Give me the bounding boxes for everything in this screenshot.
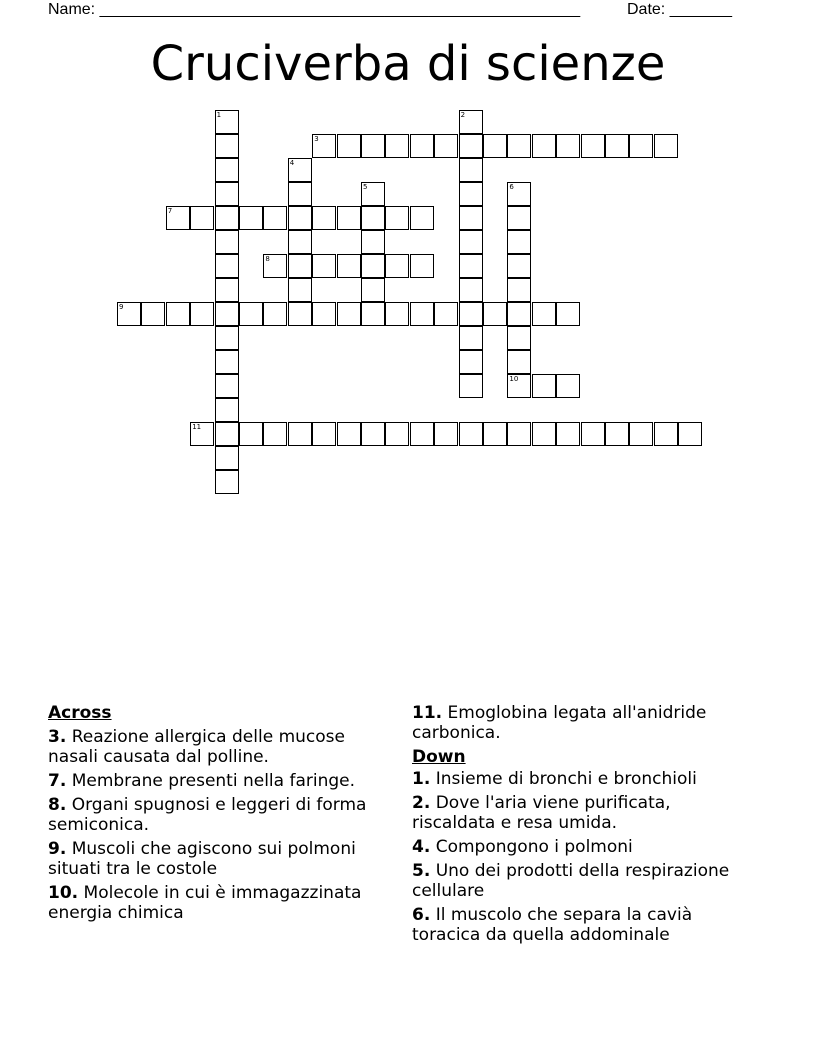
crossword-cell[interactable] — [483, 422, 507, 446]
crossword-cell[interactable] — [556, 422, 580, 446]
crossword-cell[interactable] — [361, 302, 385, 326]
down-clue-5: 5. Uno dei prodotti della respirazione cellulare — [412, 861, 730, 901]
crossword-cell[interactable] — [385, 422, 409, 446]
crossword-cell[interactable] — [288, 158, 312, 182]
crossword-cell[interactable] — [507, 182, 531, 206]
crossword-cell[interactable] — [629, 422, 653, 446]
crossword-cell[interactable] — [263, 206, 287, 230]
crossword-cell[interactable] — [215, 134, 239, 158]
crossword-cell[interactable] — [190, 206, 214, 230]
across-heading: Across — [48, 703, 112, 723]
crossword-cell[interactable] — [459, 254, 483, 278]
crossword-cell[interactable] — [361, 230, 385, 254]
crossword-cell[interactable] — [361, 206, 385, 230]
crossword-cell[interactable] — [410, 134, 434, 158]
crossword-cell[interactable] — [361, 134, 385, 158]
crossword-cell[interactable] — [410, 302, 434, 326]
clue-number: 10 — [509, 375, 519, 383]
crossword-cell[interactable] — [215, 206, 239, 230]
crossword-cell[interactable] — [459, 134, 483, 158]
crossword-cell[interactable] — [532, 302, 556, 326]
crossword-cell[interactable] — [385, 134, 409, 158]
crossword-cell[interactable] — [459, 110, 483, 134]
clue-number: 3 — [314, 135, 319, 143]
crossword-cell[interactable] — [507, 374, 531, 398]
crossword-cell[interactable] — [215, 422, 239, 446]
down-clue-6: 6. Il muscolo che separa la cavià toracica da quella addominale — [412, 905, 693, 945]
crossword-cell[interactable] — [166, 206, 190, 230]
down-clue-4: 4. Compongono i polmoni — [412, 837, 633, 857]
crossword-cell[interactable] — [459, 278, 483, 302]
crossword-cell[interactable] — [507, 134, 531, 158]
crossword-cell[interactable] — [434, 134, 458, 158]
crossword-cell[interactable] — [141, 302, 165, 326]
crossword-cell[interactable] — [483, 302, 507, 326]
page-title: Cruciverba di scienze — [150, 36, 666, 92]
crossword-cell[interactable] — [629, 134, 653, 158]
crossword-cell[interactable] — [215, 302, 239, 326]
crossword-cell[interactable] — [215, 278, 239, 302]
crossword-cell[interactable] — [654, 134, 678, 158]
crossword-cell[interactable] — [312, 302, 336, 326]
crossword-cell[interactable] — [410, 206, 434, 230]
clue-number: 1 — [216, 111, 222, 119]
crossword-cell[interactable] — [361, 278, 385, 302]
crossword-cell[interactable] — [532, 374, 556, 398]
crossword-cell[interactable] — [215, 182, 239, 206]
clue-number: 9 — [119, 303, 124, 311]
crossword-cell[interactable] — [581, 134, 605, 158]
clue-number: 4 — [289, 159, 295, 167]
crossword-cell[interactable] — [312, 134, 336, 158]
clue-number: 6 — [509, 183, 514, 191]
across-clue-9: 9. Muscoli che agiscono sui polmoni situati tra le costole — [48, 839, 356, 879]
crossword-cell[interactable] — [312, 422, 336, 446]
crossword-cell[interactable] — [459, 206, 483, 230]
crossword-cell[interactable] — [507, 278, 531, 302]
crossword-cell[interactable] — [263, 302, 287, 326]
crossword-cell[interactable] — [507, 206, 531, 230]
across-clue-10: 10. Molecole in cui è immagazzinata energia chimica — [48, 883, 362, 923]
crossword-cell[interactable] — [215, 326, 239, 350]
crossword-cell[interactable] — [507, 302, 531, 326]
crossword-cell[interactable] — [459, 230, 483, 254]
crossword-cell[interactable] — [434, 422, 458, 446]
clue-number: 8 — [265, 255, 270, 263]
crossword-cell[interactable] — [605, 422, 629, 446]
crossword-cell[interactable] — [581, 422, 605, 446]
crossword-cell[interactable] — [215, 254, 239, 278]
crossword-cell[interactable] — [166, 302, 190, 326]
crossword-cell[interactable] — [215, 398, 239, 422]
crossword-cell[interactable] — [556, 134, 580, 158]
crossword-cell[interactable] — [678, 422, 702, 446]
date-field-label: Date: _______ — [627, 1, 732, 18]
clues-column-left — [48, 703, 398, 927]
crossword-cell[interactable] — [459, 326, 483, 350]
clue-number: 11 — [192, 423, 202, 431]
crossword-cell[interactable] — [288, 206, 312, 230]
crossword-cell[interactable] — [190, 302, 214, 326]
crossword-cell[interactable] — [288, 278, 312, 302]
crossword-cell[interactable] — [215, 446, 239, 470]
down-clue-1: 1. Insieme di bronchi e bronchioli — [412, 769, 697, 789]
crossword-cell[interactable] — [507, 230, 531, 254]
crossword-cell[interactable] — [288, 254, 312, 278]
crossword-cell[interactable] — [337, 422, 361, 446]
crossword-cell[interactable] — [215, 110, 239, 134]
crossword-cell[interactable] — [556, 374, 580, 398]
crossword-grid — [0, 0, 816, 520]
crossword-cell[interactable] — [434, 302, 458, 326]
crossword-cell[interactable] — [507, 350, 531, 374]
crossword-cell[interactable] — [361, 254, 385, 278]
crossword-cell[interactable] — [288, 302, 312, 326]
crossword-cell[interactable] — [459, 422, 483, 446]
crossword-cell[interactable] — [385, 254, 409, 278]
crossword-cell[interactable] — [361, 182, 385, 206]
crossword-cell[interactable] — [556, 302, 580, 326]
name-field-label: Name: ______________________________________________________ — [48, 1, 581, 18]
clues-column-right — [412, 703, 757, 949]
crossword-cell[interactable] — [263, 254, 287, 278]
crossword-cell[interactable] — [337, 302, 361, 326]
crossword-cell[interactable] — [337, 206, 361, 230]
clue-number: 5 — [363, 183, 368, 191]
crossword-cell[interactable] — [239, 206, 263, 230]
crossword-cell[interactable] — [507, 326, 531, 350]
crossword-cell[interactable] — [337, 134, 361, 158]
crossword-cell[interactable] — [312, 254, 336, 278]
crossword-cell[interactable] — [215, 350, 239, 374]
crossword-cell[interactable] — [190, 422, 214, 446]
clue-number: 7 — [167, 207, 173, 215]
crossword-cell[interactable] — [605, 134, 629, 158]
crossword-cell[interactable] — [410, 422, 434, 446]
across-clue-11: 11. Emoglobina legata all'anidride carbonica. — [412, 703, 707, 743]
crossword-cell[interactable] — [483, 134, 507, 158]
crossword-cell[interactable] — [239, 302, 263, 326]
crossword-cell[interactable] — [459, 374, 483, 398]
crossword-cell[interactable] — [507, 254, 531, 278]
crossword-cell[interactable] — [215, 158, 239, 182]
crossword-cell[interactable] — [215, 230, 239, 254]
crossword-cell[interactable] — [410, 254, 434, 278]
crossword-cell[interactable] — [288, 182, 312, 206]
crossword-cell[interactable] — [459, 182, 483, 206]
crossword-cell[interactable] — [215, 374, 239, 398]
crossword-cell[interactable] — [263, 422, 287, 446]
crossword-cell[interactable] — [312, 206, 336, 230]
crossword-cell[interactable] — [215, 470, 239, 494]
crossword-cell[interactable] — [654, 422, 678, 446]
crossword-cell[interactable] — [532, 134, 556, 158]
across-clue-7: 7. Membrane presenti nella faringe. — [48, 771, 356, 791]
crossword-cell[interactable] — [117, 302, 141, 326]
across-clue-3: 3. Reazione allergica delle mucose nasali causata dal polline. — [48, 727, 345, 767]
crossword-cell[interactable] — [532, 422, 556, 446]
crossword-cell[interactable] — [288, 422, 312, 446]
crossword-cell[interactable] — [459, 350, 483, 374]
crossword-cell[interactable] — [385, 206, 409, 230]
crossword-cell[interactable] — [288, 230, 312, 254]
crossword-cell[interactable] — [385, 302, 409, 326]
down-heading: Down — [412, 747, 466, 767]
crossword-cell[interactable] — [507, 422, 531, 446]
crossword-cell[interactable] — [459, 302, 483, 326]
crossword-cell[interactable] — [337, 254, 361, 278]
clue-number: 2 — [460, 111, 466, 119]
crossword-cell[interactable] — [239, 422, 263, 446]
crossword-cell[interactable] — [459, 158, 483, 182]
down-clue-2: 2. Dove l'aria viene purificata, riscaldata e resa umida. — [412, 793, 671, 833]
crossword-cell[interactable] — [361, 422, 385, 446]
across-clue-8: 8. Organi spugnosi e leggeri di forma semiconica. — [48, 795, 367, 835]
